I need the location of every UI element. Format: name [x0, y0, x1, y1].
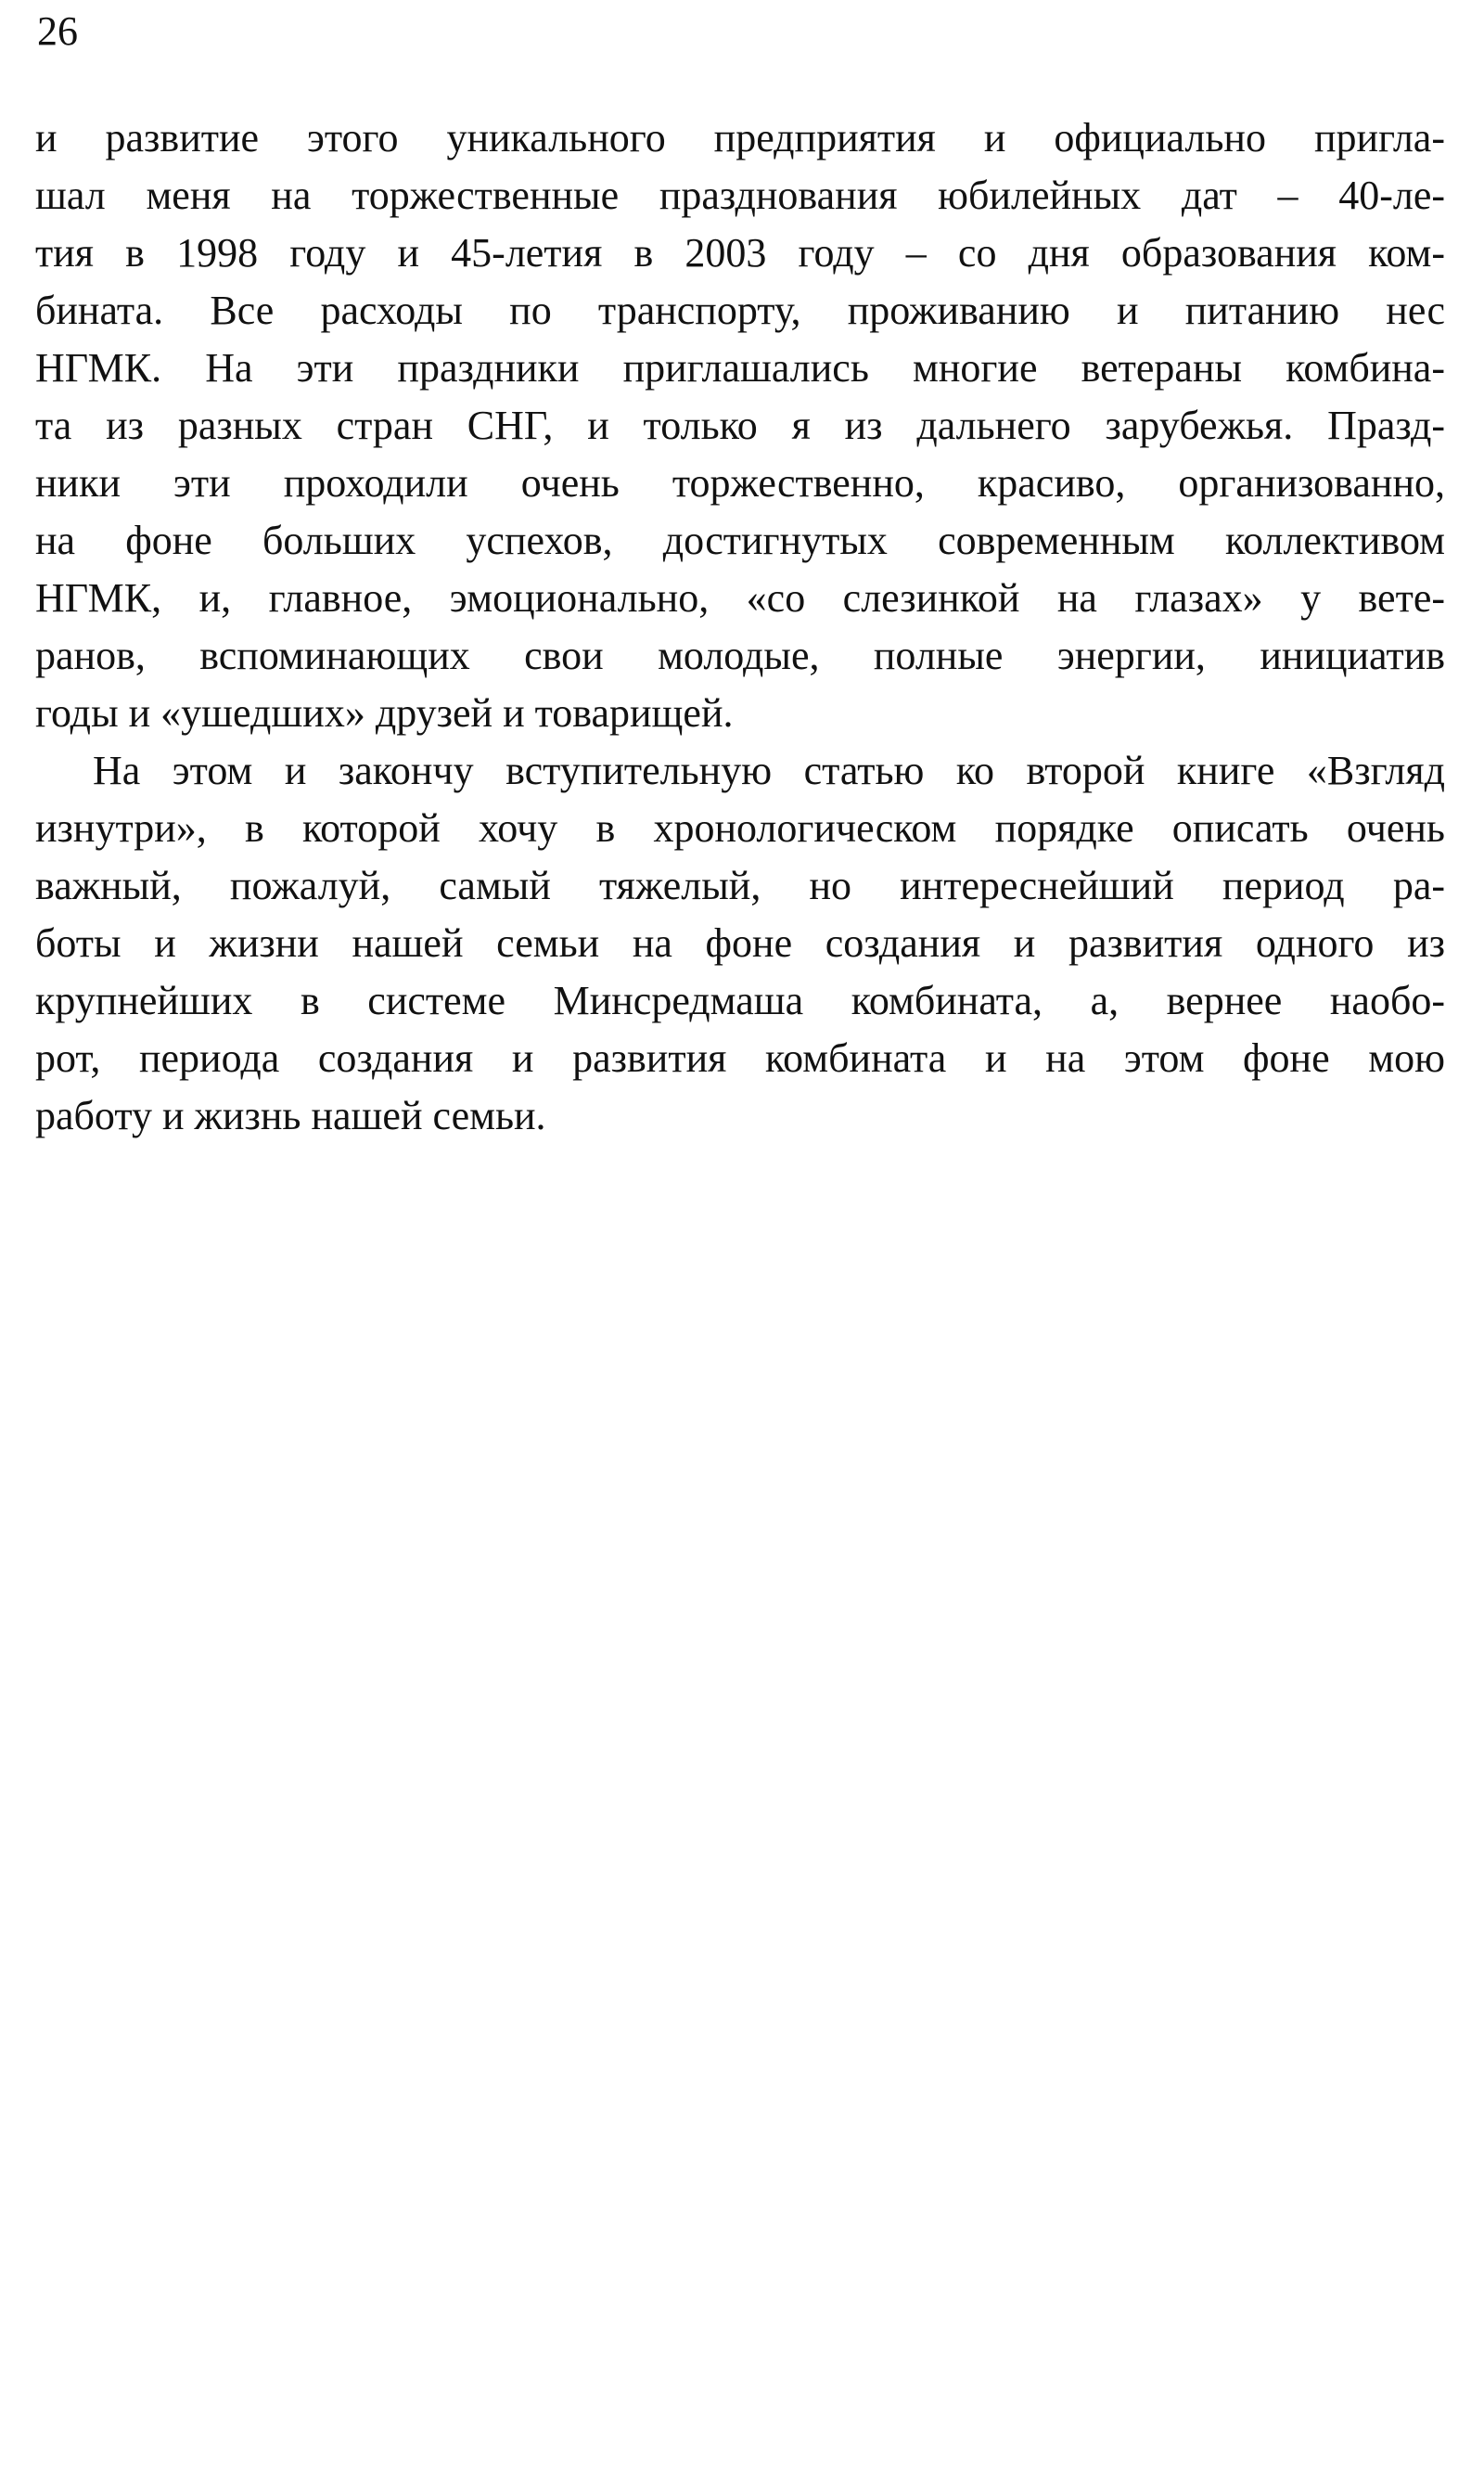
text-line: крупнейших в системе Минсредмаша комбината, а, вернее наобо-	[35, 978, 1445, 1023]
text-line: ники эти проходили очень торжественно, красиво, организованно,	[35, 460, 1445, 506]
text-line: годы и «ушедших» друзей и товарищей.	[35, 690, 734, 736]
text-line: та из разных стран СНГ, и только я из дальнего зарубежья. Празд-	[35, 403, 1445, 448]
text-line: боты и жизни нашей семьи на фоне создания и развития одного из	[35, 920, 1445, 966]
text-line: НГМК. На эти праздники приглашались многие ветераны комбина-	[35, 345, 1445, 391]
text-line: на фоне больших успехов, достигнутых современным коллективом	[35, 518, 1445, 563]
text-line: работу и жизнь нашей семьи.	[35, 1093, 546, 1138]
paragraph-1	[35, 109, 1445, 742]
text-line: важный, пожалуй, самый тяжелый, но интереснейший период ра-	[35, 863, 1445, 908]
text-line: ранов, вспоминающих свои молодые, полные энергии, инициатив	[35, 633, 1445, 678]
text-line: НГМК, и, главное, эмоционально, «со слезинкой на глазах» у вете-	[35, 575, 1445, 621]
page-number: 26	[37, 8, 78, 54]
text-line: бината. Все расходы по транспорту, проживанию и питанию нес	[35, 288, 1445, 333]
body-text	[35, 109, 1445, 1145]
text-line: шал меня на торжественные празднования юбилейных дат – 40-ле-	[35, 173, 1445, 218]
paragraph-2	[35, 742, 1445, 1145]
text-line: тия в 1998 году и 45-летия в 2003 году – со дня образования ком-	[35, 230, 1445, 276]
text-line: На этом и закончу вступительную статью ко второй книге «Взгляд	[93, 748, 1445, 793]
text-line: рот, периода создания и развития комбината и на этом фоне мою	[35, 1035, 1445, 1081]
text-line: изнутри», в которой хочу в хронологическом порядке описать очень	[35, 805, 1445, 851]
text-line: и развитие этого уникального предприятия и официально пригла-	[35, 115, 1445, 161]
